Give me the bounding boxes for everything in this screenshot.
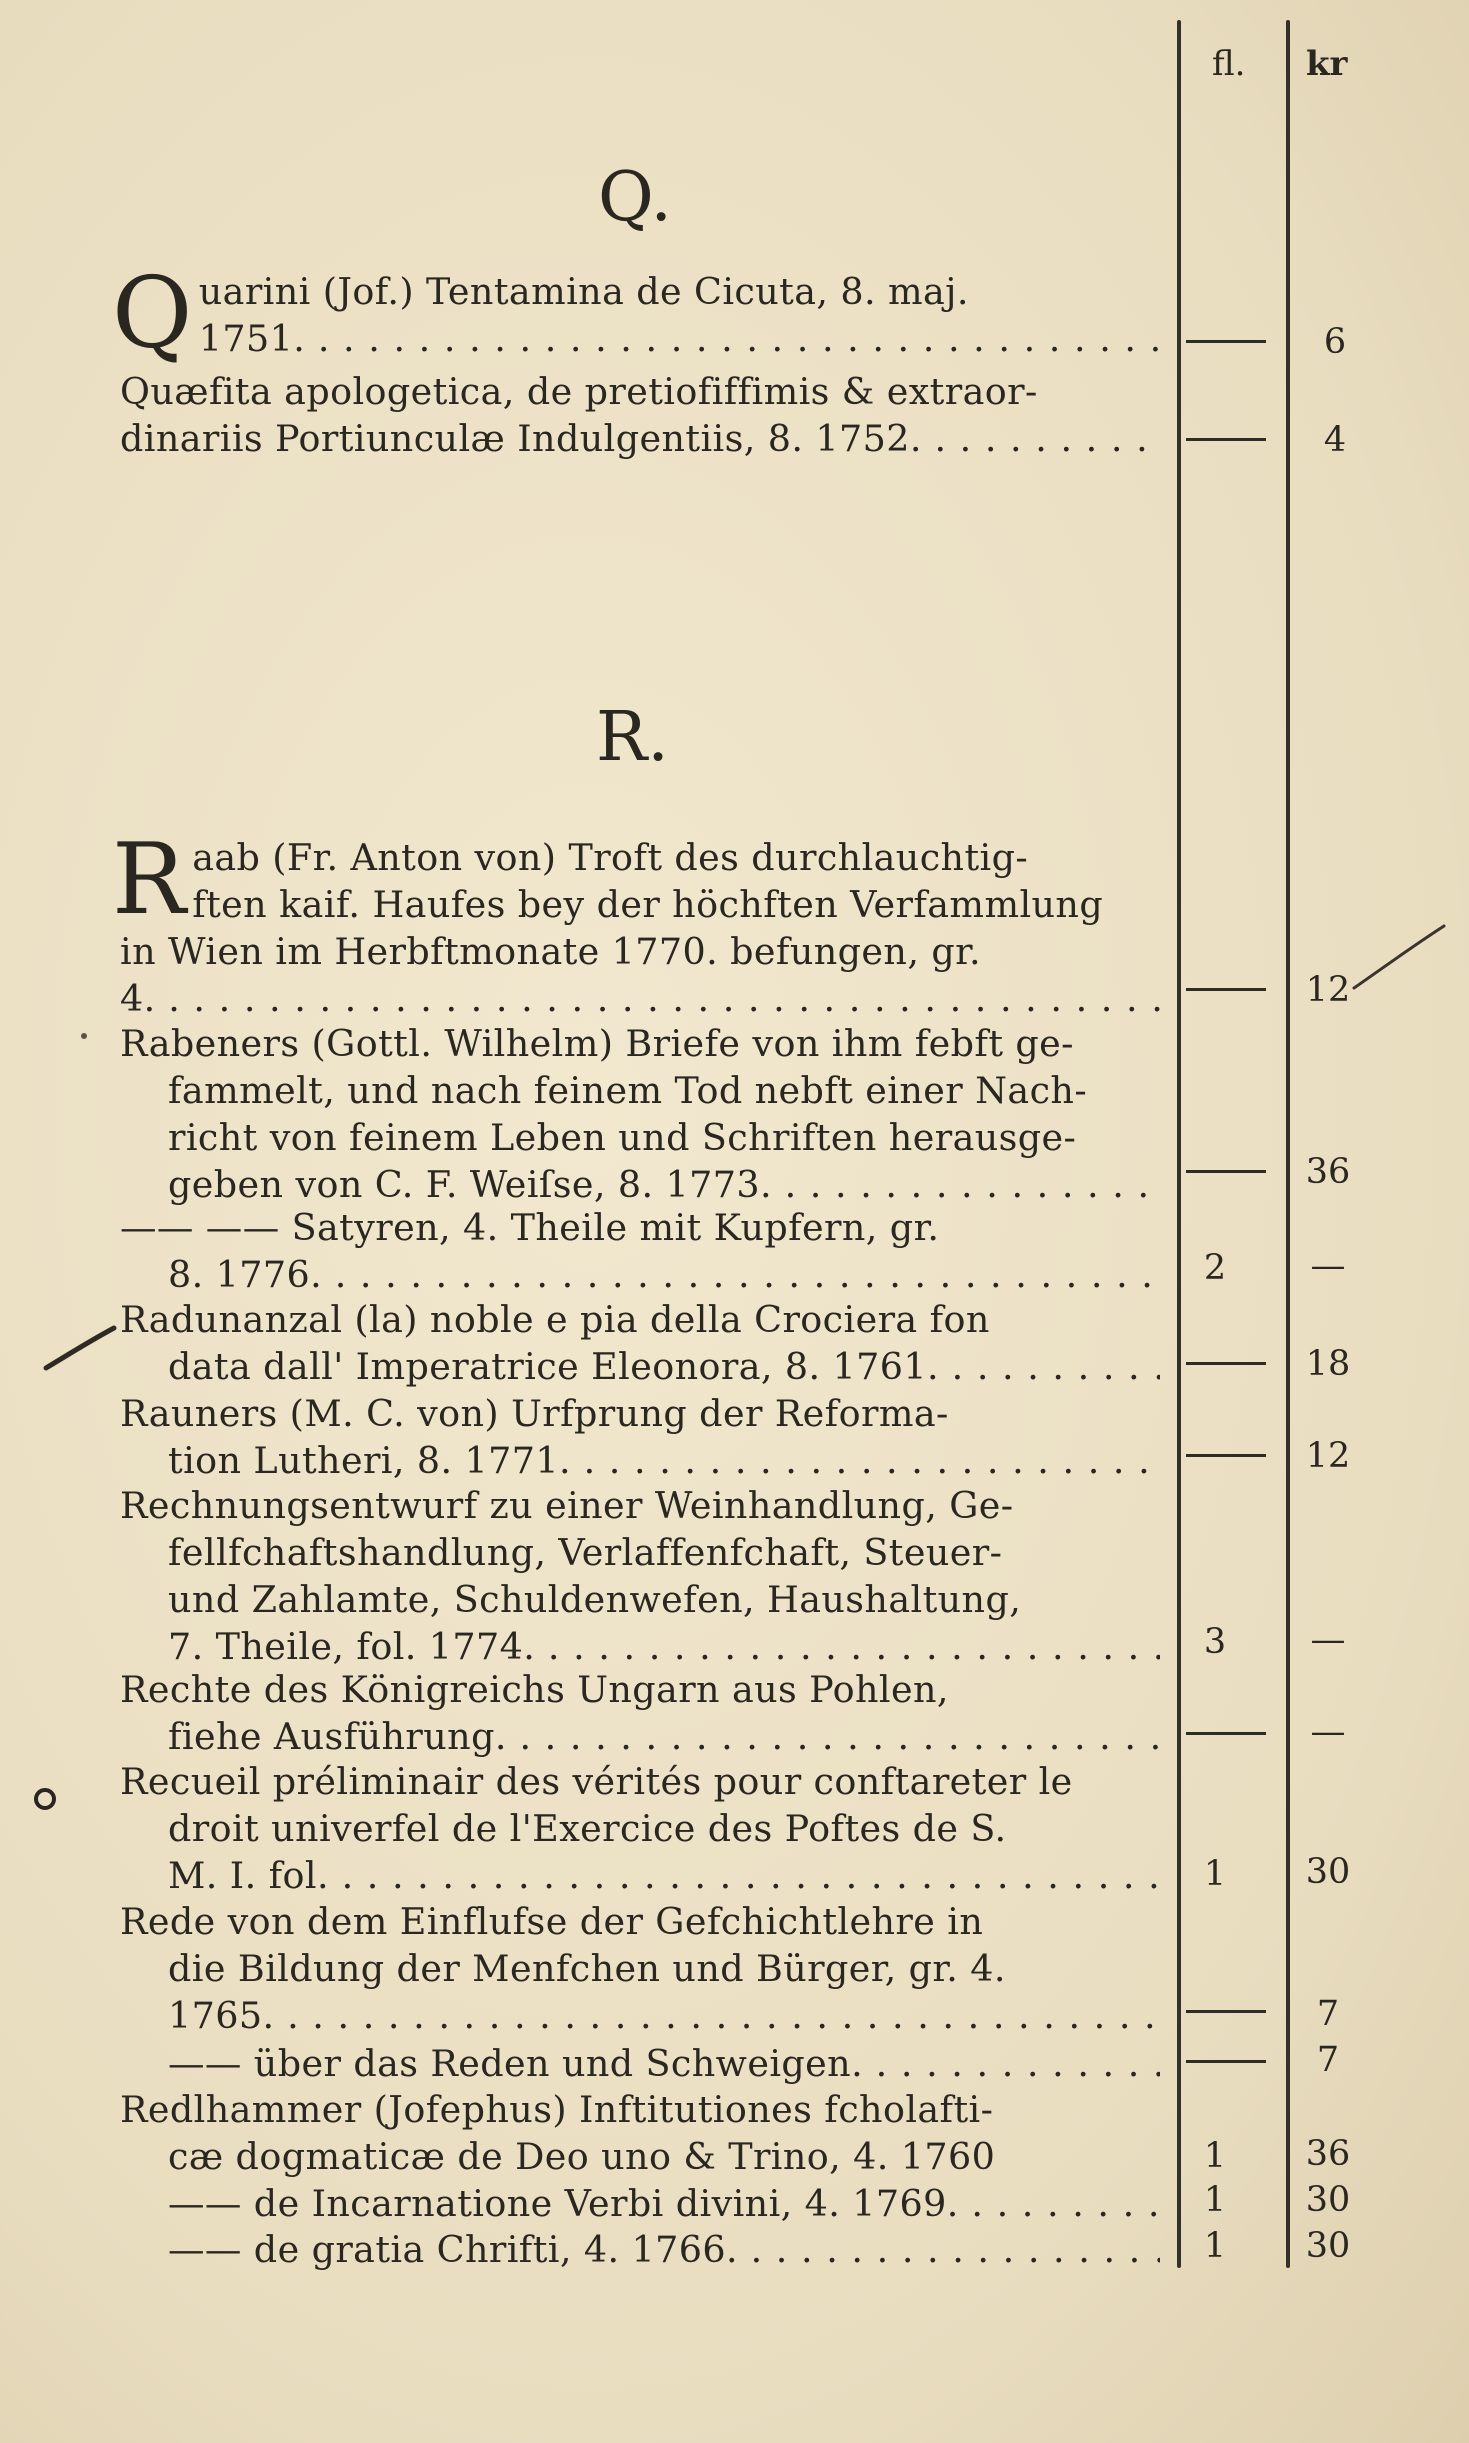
section-heading-r: R. bbox=[596, 698, 669, 777]
florin-dash bbox=[1186, 2060, 1266, 2063]
catalog-entry bbox=[120, 1758, 1160, 1899]
entry-line: 7. Theile, fol. 1774. . . . bbox=[120, 1623, 1160, 1670]
catalog-entry bbox=[120, 2040, 1160, 2087]
entry-line: die Bildung der Menfchen und Bürger, gr. 4. bbox=[168, 1947, 1006, 1990]
ink-circle-mark bbox=[30, 1784, 60, 1814]
catalog-entry bbox=[120, 1482, 1160, 1670]
entry-line: data dall' Imperatrice Eleonora, 8. 1761. . . . bbox=[120, 1343, 1160, 1390]
catalog-entry bbox=[120, 2086, 1160, 2180]
florin-dash bbox=[1186, 438, 1266, 441]
kreuzer-value: 30 bbox=[1305, 2180, 1351, 2220]
drop-cap: R bbox=[112, 823, 187, 937]
entry-line: cæ dogmaticæ de Deo uno & Trino, 4. 1760 bbox=[168, 2135, 996, 2178]
florin-value: 1 bbox=[1203, 2136, 1227, 2176]
pencil-tick-mark bbox=[40, 1318, 120, 1378]
catalog-entry bbox=[120, 1666, 1160, 1760]
florin-dash bbox=[1186, 340, 1266, 343]
catalog-entry bbox=[120, 1296, 1160, 1390]
entry-line: —— de Incarnatione Verbi divini, 4. 1769. . . . bbox=[120, 2180, 1160, 2227]
florin-dash bbox=[1186, 988, 1266, 991]
entry-line: fiehe Ausführung. . . . bbox=[120, 1713, 1160, 1760]
florin-value: 1 bbox=[1203, 1854, 1227, 1894]
entry-line: Rechte des Königreichs Ungarn aus Pohlen, bbox=[120, 1668, 949, 1711]
entry-line: uarini (Jof.) Tentamina de Cicuta, 8. maj. bbox=[198, 270, 969, 313]
entry-line: Redlhammer (Jofephus) Inftitutiones fcholafti- bbox=[120, 2088, 994, 2131]
catalog-entry bbox=[112, 257, 1160, 371]
catalog-entry bbox=[112, 823, 1160, 1022]
entry-line: —— —— Satyren, 4. Theile mit Kupfern, gr. bbox=[120, 1206, 940, 1249]
kreuzer-value: — bbox=[1310, 1620, 1346, 1660]
entry-line: 1765. . . . bbox=[120, 1992, 1160, 2039]
florin-dash bbox=[1186, 1454, 1266, 1457]
entry-line: in Wien im Herbftmonate 1770. befungen, gr. bbox=[120, 930, 981, 973]
catalog-entry bbox=[120, 1204, 1160, 1298]
kreuzer-value: 36 bbox=[1305, 1152, 1351, 1192]
catalog-entry bbox=[120, 1898, 1160, 2039]
kreuzer-value: 12 bbox=[1305, 970, 1351, 1010]
section-heading-q: Q. bbox=[598, 158, 672, 237]
florin-value: 2 bbox=[1203, 1248, 1227, 1288]
entry-line: und Zahlamte, Schuldenwefen, Haushaltung, bbox=[168, 1578, 1022, 1621]
catalog-entry bbox=[120, 1390, 1160, 1484]
kreuzer-value: — bbox=[1310, 1246, 1346, 1286]
entry-line: M. I. fol. . . . bbox=[120, 1852, 1160, 1899]
entry-line: 1751. . . . bbox=[199, 315, 1160, 362]
catalog-entry bbox=[120, 2226, 1160, 2273]
entry-line: ften kaif. Haufes bey der höchften Verfammlung bbox=[192, 883, 1104, 926]
entry-line: dinariis Portiunculæ Indulgentiis, 8. 1752. . . . bbox=[120, 415, 1160, 462]
kreuzer-value: 12 bbox=[1305, 1436, 1351, 1476]
kreuzer-value: 30 bbox=[1305, 2226, 1351, 2266]
kreuzer-value: 7 bbox=[1316, 2040, 1340, 2080]
florin-column-header: fl. bbox=[1212, 44, 1246, 84]
entry-line: 4. . . . bbox=[120, 975, 1160, 1022]
florin-column-rule bbox=[1177, 20, 1181, 2268]
entry-line: Recueil préliminair des vérités pour conftareter le bbox=[120, 1760, 1073, 1803]
entry-line: tion Lutheri, 8. 1771. . . . bbox=[120, 1437, 1160, 1484]
florin-dash bbox=[1186, 1170, 1266, 1173]
catalog-entry bbox=[120, 1020, 1160, 1208]
florin-dash bbox=[1186, 1362, 1266, 1365]
entry-line: 8. 1776. . . . bbox=[120, 1251, 1160, 1298]
kreuzer-column-rule bbox=[1286, 20, 1290, 2268]
entry-line: aab (Fr. Anton von) Troft des durchlauchtig- bbox=[192, 836, 1029, 879]
kreuzer-value: 7 bbox=[1316, 1994, 1340, 2034]
catalog-entry bbox=[120, 2180, 1160, 2227]
drop-cap: Q bbox=[112, 257, 193, 371]
kreuzer-value: 4 bbox=[1323, 420, 1347, 460]
florin-value: 1 bbox=[1203, 2180, 1227, 2220]
kreuzer-column-header: kr bbox=[1306, 44, 1348, 84]
kreuzer-value: 30 bbox=[1305, 1852, 1351, 1892]
florin-value: 1 bbox=[1203, 2226, 1227, 2266]
entry-line: droit univerfel de l'Exercice des Poftes de S. bbox=[168, 1807, 1007, 1850]
catalog-entry bbox=[120, 368, 1160, 462]
entry-line: Rabeners (Gottl. Wilhelm) Briefe von ihm febft ge- bbox=[120, 1022, 1074, 1065]
entry-line: Radunanzal (la) noble e pia della Crociera fon bbox=[120, 1298, 990, 1341]
entry-line: fellfchaftshandlung, Verlaffenfchaft, Steuer- bbox=[168, 1531, 1003, 1574]
entry-line: Quæfita apologetica, de pretiofiffimis & extraor- bbox=[120, 370, 1038, 413]
kreuzer-value: — bbox=[1310, 1712, 1346, 1752]
florin-dash bbox=[1186, 2010, 1266, 2013]
kreuzer-value: 18 bbox=[1305, 1344, 1351, 1384]
ink-dot-mark bbox=[76, 1028, 92, 1044]
entry-line: fammelt, und nach feinem Tod nebft einer Nach- bbox=[168, 1069, 1088, 1112]
pencil-tick-mark bbox=[1350, 920, 1450, 1000]
entry-line: Rauners (M. C. von) Urfprung der Reforma- bbox=[120, 1392, 949, 1435]
entry-line: richt von feinem Leben und Schriften herausge- bbox=[168, 1116, 1077, 1159]
kreuzer-value: 36 bbox=[1305, 2134, 1351, 2174]
entry-line: Rede von dem Einflufse der Gefchichtlehre in bbox=[120, 1900, 984, 1943]
entry-line: —— de gratia Chrifti, 4. 1766. . . . bbox=[120, 2226, 1160, 2273]
entry-line: geben von C. F. Weiſse, 8. 1773. . . . bbox=[120, 1161, 1160, 1208]
entry-line: —— über das Reden und Schweigen. . . . bbox=[120, 2040, 1160, 2087]
florin-value: 3 bbox=[1203, 1622, 1227, 1662]
entry-line: Rechnungsentwurf zu einer Weinhandlung, Ge- bbox=[120, 1484, 1014, 1527]
kreuzer-value: 6 bbox=[1323, 322, 1347, 362]
florin-dash bbox=[1186, 1732, 1266, 1735]
